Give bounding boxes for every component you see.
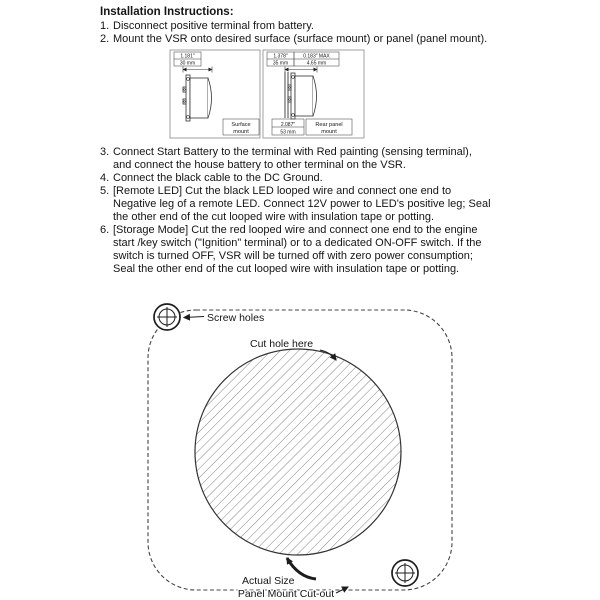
mount-drawings — [169, 48, 365, 144]
rear-width-mm: 35 mm — [272, 60, 289, 67]
instruction-step — [100, 185, 530, 224]
cutout-caption: Panel Mount Cut-out — [237, 588, 335, 600]
step-number: 4. — [100, 172, 110, 184]
cut-hole-label: Cut hole here — [250, 338, 314, 350]
step-number: 3. — [100, 146, 110, 158]
rear-depth-in: 2.087" — [280, 121, 296, 128]
step-number: 6. — [100, 224, 110, 236]
step-text: Seal the other end of the cut looped wire with insulation tape or potting. — [113, 263, 460, 275]
screw-hole-icon — [392, 560, 418, 586]
rear-depth-mm: 53 mm — [280, 129, 296, 136]
step-text: switch is turned OFF, VSR will be turned off with zero power consumption; — [113, 250, 473, 262]
step-text: and connect the house battery to other terminal on the VSR. — [113, 159, 406, 171]
instruction-step — [100, 172, 530, 185]
step-text: [Storage Mode] Cut the red looped wire and connect one end to the engine — [113, 224, 478, 236]
screw-hole-icon — [154, 304, 180, 330]
instructions-title: Installation Instructions: — [100, 6, 234, 18]
step-text: Disconnect positive terminal from battery. — [113, 20, 314, 32]
panel-cutout-diagram — [120, 290, 480, 600]
surface-mount-label-2: mount — [233, 128, 249, 135]
rear-mount-label: Rear panel — [315, 121, 343, 128]
mount-drawings-block — [169, 48, 365, 144]
rear-mount-label-2: mount — [321, 128, 337, 135]
vsr-side-view-rear — [288, 73, 317, 119]
step-number: 1. — [100, 20, 110, 32]
step-text: start /key switch ("Ignition" terminal) or to a dedicated ON-OFF switch. If the — [113, 237, 482, 249]
screw-holes-arrow — [184, 317, 204, 318]
surface-width-in: 1.181" — [180, 53, 195, 60]
instruction-step — [100, 20, 530, 33]
step-text: Connect the black cable to the DC Ground. — [113, 172, 323, 184]
surface-width-mm: 30 mm — [179, 60, 196, 67]
instruction-step — [100, 146, 530, 172]
actual-size-label: Actual Size — [242, 575, 295, 587]
step-text: Mount the VSR onto desired surface (surface mount) or panel (panel mount). — [113, 33, 488, 45]
step-text: Connect Start Battery to the terminal with Red painting (sensing terminal), — [113, 146, 472, 158]
step-text: the other end of the cut looped wire with insulation tape or potting. — [113, 211, 435, 223]
cut-hole-circle — [195, 349, 401, 555]
step-number: 5. — [100, 185, 110, 197]
step-number: 2. — [100, 33, 110, 45]
vsr-side-view-surface — [183, 75, 212, 121]
step-text: Negative leg of a remote LED. Connect 12V power to LED's positive leg; Seal — [113, 198, 491, 210]
screw-holes-label: Screw holes — [207, 312, 265, 324]
rear-max-mm: 4.65 mm — [306, 60, 327, 67]
surface-mount-label: Surface — [231, 121, 251, 128]
instruction-step — [100, 33, 530, 46]
step-text: [Remote LED] Cut the black LED looped wire and connect one end to — [113, 185, 452, 197]
instructions-section — [100, 6, 530, 276]
instruction-step — [100, 224, 530, 276]
rear-width-in: 1.378" — [273, 53, 288, 60]
rear-max-in: 0.183" MAX — [303, 53, 330, 60]
